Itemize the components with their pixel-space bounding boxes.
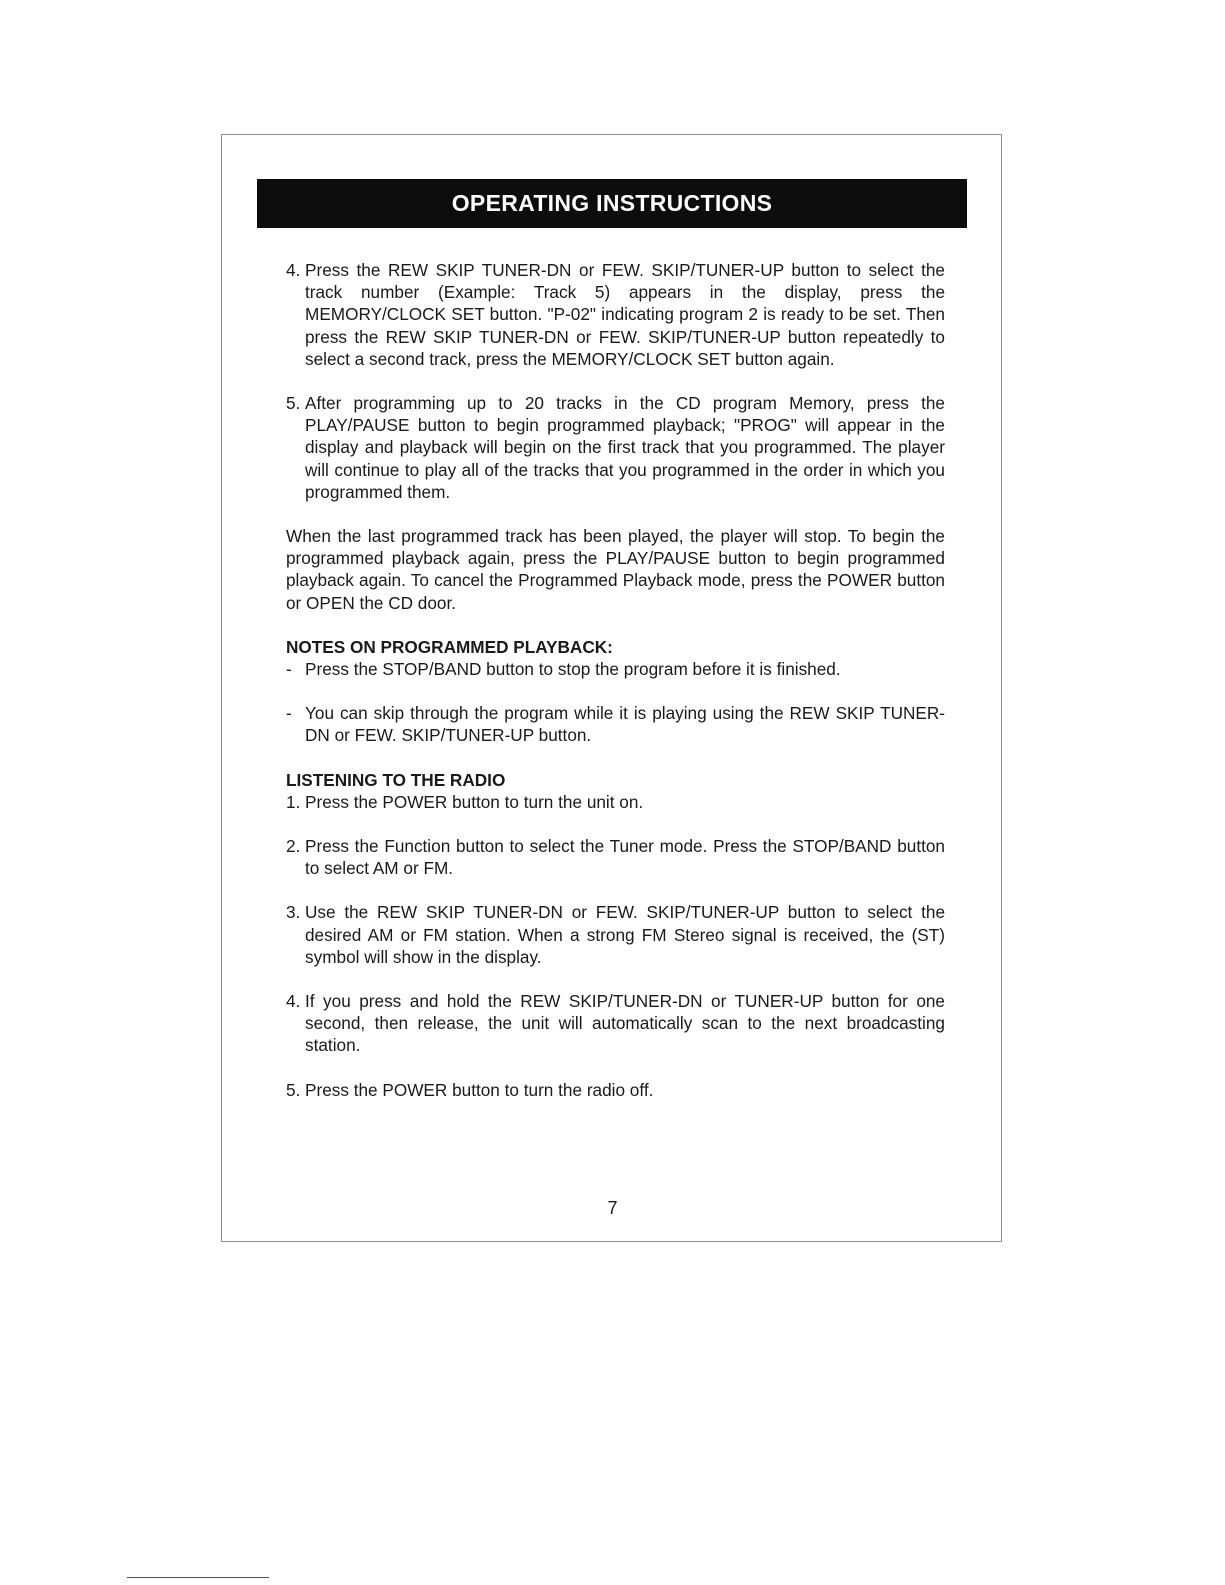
step-text: Press the Function button to select the Tuner mode. Press the STOP/BAND button to select AM or FM.: [305, 836, 945, 879]
step-number: 4.: [286, 260, 301, 280]
step-text: After programming up to 20 tracks in the CD program Memory, press the PLAY/PAUSE button to begin programmed playback; "PROG" will appear in the display and playback will begin on the first track that you programmed. The player will continue to play all of the tracks that you programmed in the order in which you programmed them.: [305, 393, 945, 502]
cd-program-step-4: [286, 259, 945, 370]
note-item: [286, 658, 945, 680]
step-number: 5.: [286, 393, 301, 414]
section-header: [257, 179, 967, 228]
radio-step-3: [286, 901, 945, 968]
note-text: Press the STOP/BAND button to stop the program before it is finished.: [305, 659, 841, 680]
note-bullet: -: [286, 703, 292, 724]
step-number: 5.: [286, 1079, 301, 1100]
instructions-body: [286, 259, 945, 1101]
note-item: [286, 702, 945, 746]
radio-step-1: [286, 791, 945, 813]
radio-step-4: [286, 990, 945, 1057]
radio-heading: LISTENING TO THE RADIO: [286, 769, 506, 790]
footer-link-underline: [127, 1577, 269, 1578]
after-playback-paragraph: When the last programmed track has been played, the player will stop. To begin the programmed playback again, press the PLAY/PAUSE button to begin programmed playback again. To cancel the Programmed Playback mode, press the POWER button or OPEN the CD door.: [286, 526, 945, 613]
section-title: OPERATING INSTRUCTIONS: [451, 190, 773, 216]
step-number: 1.: [286, 791, 301, 812]
step-text: Press the POWER button to turn the unit on.: [305, 791, 644, 812]
page-number: 7: [607, 1198, 618, 1218]
note-text: You can skip through the program while it is playing using the REW SKIP TUNER-DN or FEW. SKIP/TUNER-UP button.: [305, 703, 945, 746]
step-text: Press the POWER button to turn the radio off.: [305, 1079, 654, 1100]
note-bullet: -: [286, 659, 292, 680]
notes-heading: NOTES ON PROGRAMMED PLAYBACK:: [286, 636, 613, 657]
step-number: 2.: [286, 836, 301, 857]
radio-step-5: [286, 1079, 945, 1101]
step-number: 4.: [286, 991, 301, 1012]
step-text: Use the REW SKIP TUNER-DN or FEW. SKIP/TUNER-UP button to select the desired AM or FM station. When a strong FM Stereo signal is received, the (ST) symbol will show in the display.: [305, 902, 945, 967]
step-text: Press the REW SKIP TUNER-DN or FEW. SKIP/TUNER-UP button to select the track number (Example: Track 5) appears in the display, press the MEMORY/CLOCK SET button. "P-02" indicating program 2 is ready to be set. Then press the REW SKIP TUNER-DN or FEW. SKIP/TUNER-UP button repeatedly to select a second track, press the MEMORY/CLOCK SET button again.: [305, 260, 945, 369]
step-number: 3.: [286, 902, 301, 923]
radio-step-2: [286, 835, 945, 879]
step-text: If you press and hold the REW SKIP/TUNER-DN or TUNER-UP button for one second, then release, the unit will automatically scan to the next broadcasting station.: [305, 991, 945, 1056]
cd-program-step-5: [286, 392, 945, 503]
